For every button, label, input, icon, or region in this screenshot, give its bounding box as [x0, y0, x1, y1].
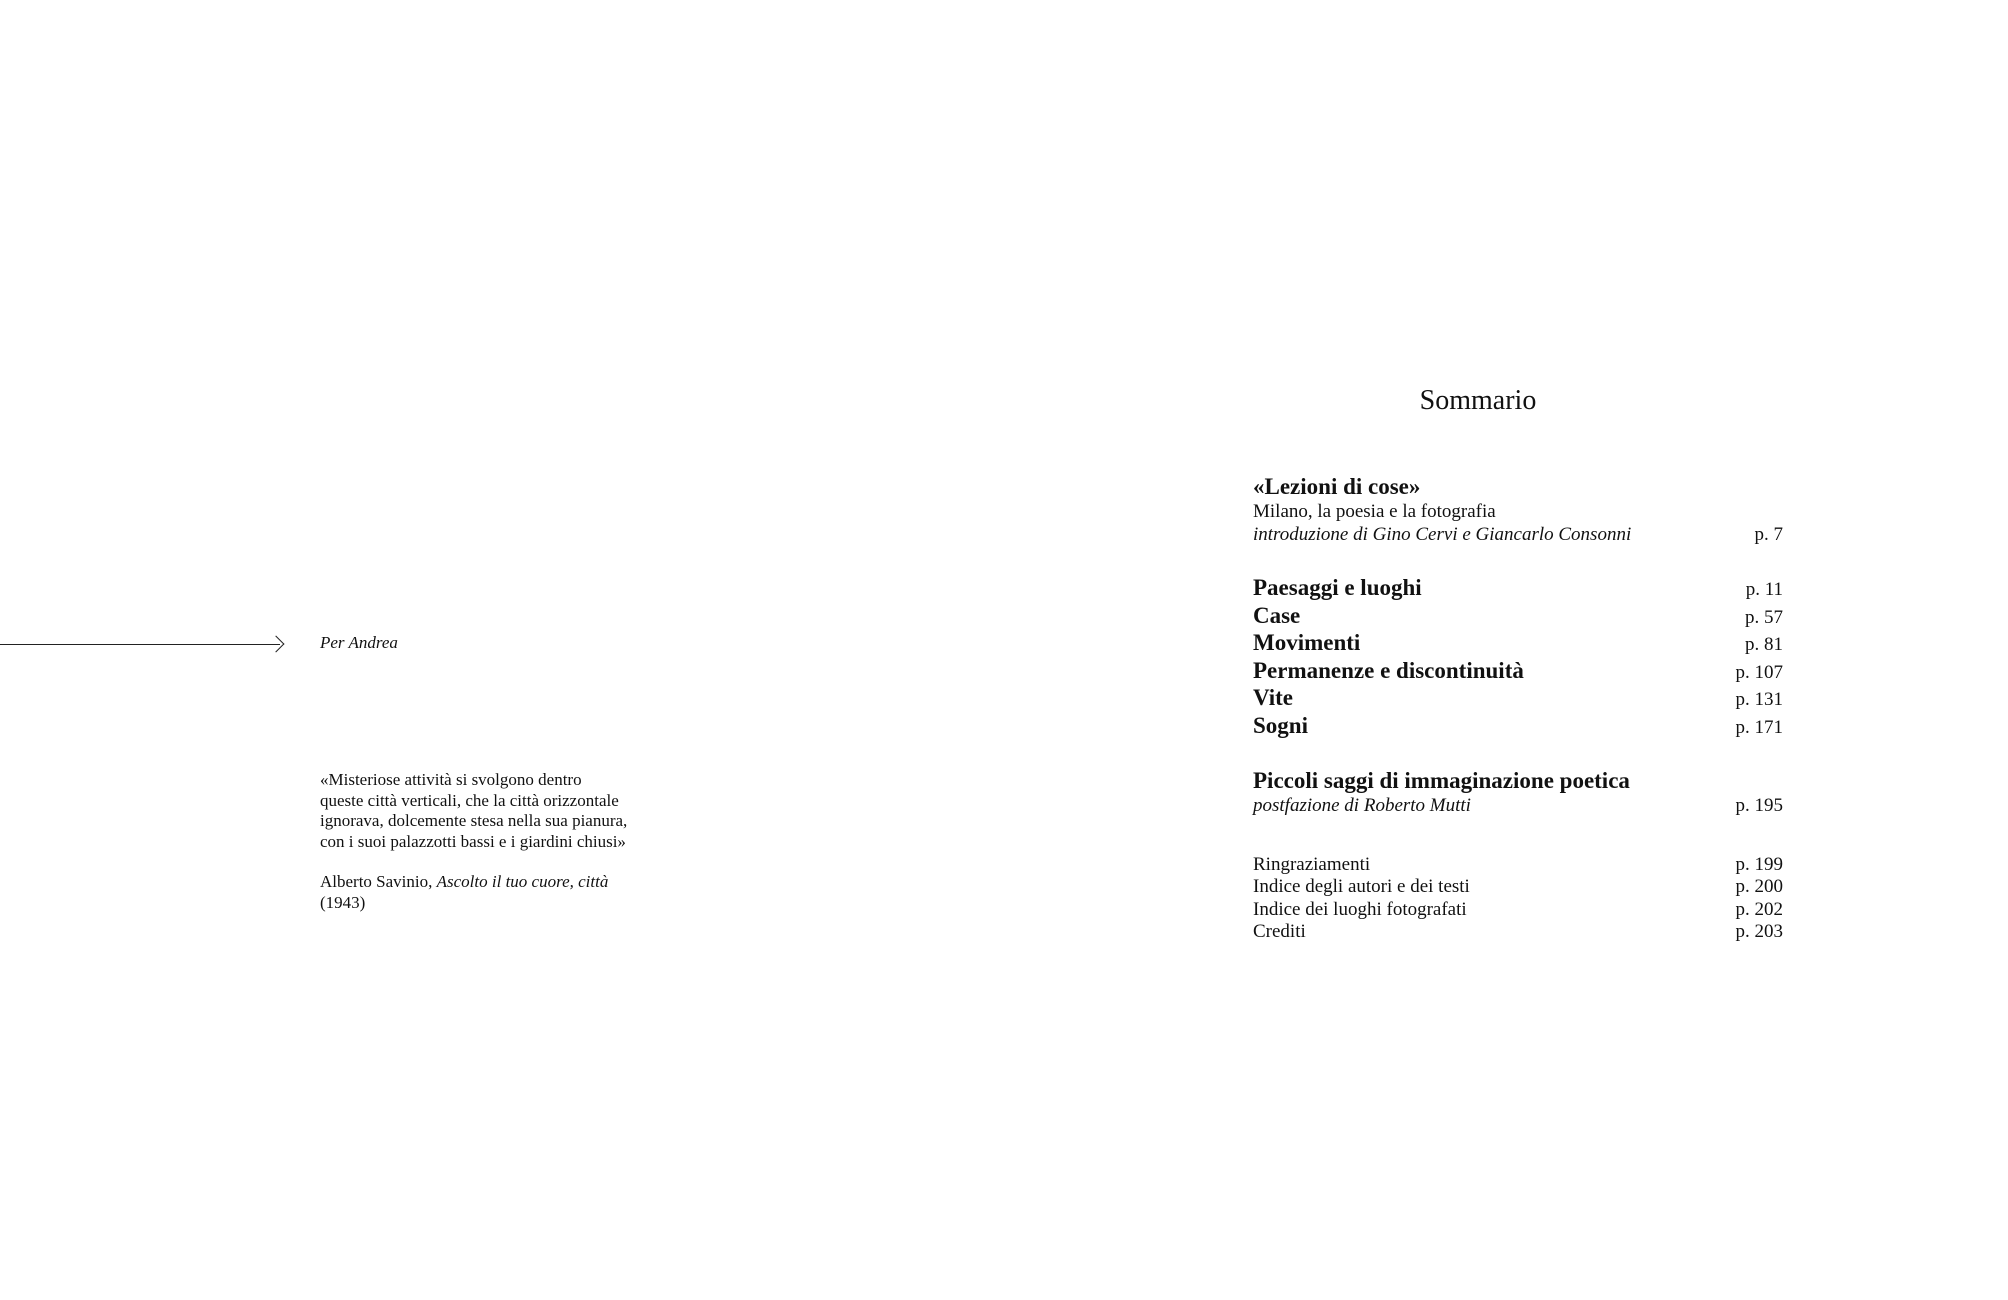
epigraph-year: (1943) [320, 892, 366, 912]
intro-title: «Lezioni di cose» [1253, 474, 1421, 499]
appendix-title: Crediti [1253, 921, 1306, 942]
toc-row [1253, 657, 1783, 685]
page-number: p. 131 [1735, 689, 1783, 710]
toc-row [1253, 854, 1783, 877]
page-number: p. 200 [1735, 876, 1783, 897]
table-of-contents [1253, 385, 1783, 972]
intro-subtitle: Milano, la poesia e la fotografia [1253, 501, 1496, 522]
intro-byline: introduzione di Gino Cervi e Giancarlo Consonni [1253, 523, 1632, 545]
toc-row [1253, 795, 1783, 818]
page-number: p. 107 [1735, 661, 1783, 683]
chapter-title: Vite [1253, 685, 1294, 710]
page-number: p. 202 [1735, 898, 1783, 920]
page-number: p. 199 [1735, 853, 1783, 875]
toc-chapters [1253, 574, 1783, 739]
epigraph-line: con i suoi palazzotti bassi e i giardini chiusi» [320, 831, 626, 851]
toc-row [1253, 684, 1783, 712]
epigraph-author: Alberto Savinio, [320, 872, 433, 891]
toc-row [1253, 574, 1783, 602]
appendix-title: Ringraziamenti [1253, 853, 1371, 875]
toc-row [1253, 629, 1783, 657]
epigraph-attribution [320, 872, 680, 913]
postface-title: Piccoli saggi di immaginazione poetica [1253, 768, 1630, 793]
epigraph-line: ignorava, dolcemente stesa nella sua pianura, [320, 811, 628, 830]
toc-row [1253, 899, 1783, 922]
toc-row [1253, 524, 1783, 547]
arrow-line [0, 644, 280, 645]
page-number: p. 81 [1745, 634, 1783, 655]
arrow-right-icon [268, 636, 285, 653]
toc-row [1253, 602, 1783, 630]
dedication: Per Andrea [320, 633, 398, 652]
toc-title: Sommario [1419, 385, 1537, 416]
page-number: p. 195 [1735, 795, 1783, 816]
page-number: p. 7 [1754, 523, 1783, 545]
page-number: p. 57 [1745, 606, 1783, 628]
toc-appendix [1253, 854, 1783, 944]
postface-byline: postfazione di Roberto Mutti [1253, 795, 1471, 816]
epigraph-work: Ascolto il tuo cuore, città [436, 872, 609, 891]
epigraph-line: «Misteriose attività si svolgono dentro [320, 770, 582, 789]
chapter-title: Permanenze e discontinuità [1253, 657, 1524, 683]
chapter-title: Movimenti [1253, 630, 1361, 655]
chapter-title: Paesaggi e luoghi [1253, 575, 1422, 600]
appendix-title: Indice degli autori e dei testi [1253, 876, 1470, 897]
chapter-title: Case [1253, 602, 1301, 628]
toc-row [1253, 876, 1783, 899]
toc-row [1253, 921, 1783, 944]
page-number: p. 203 [1735, 921, 1783, 942]
epigraph [320, 770, 680, 913]
toc-postface [1253, 767, 1783, 818]
toc-row [1253, 712, 1783, 740]
toc-intro [1253, 473, 1783, 546]
page-number: p. 171 [1735, 716, 1783, 738]
appendix-title: Indice dei luoghi fotografati [1253, 898, 1467, 920]
chapter-title: Sogni [1253, 712, 1308, 738]
page-number: p. 11 [1745, 579, 1783, 600]
epigraph-line: queste città verticali, che la città orizzontale [320, 790, 619, 810]
